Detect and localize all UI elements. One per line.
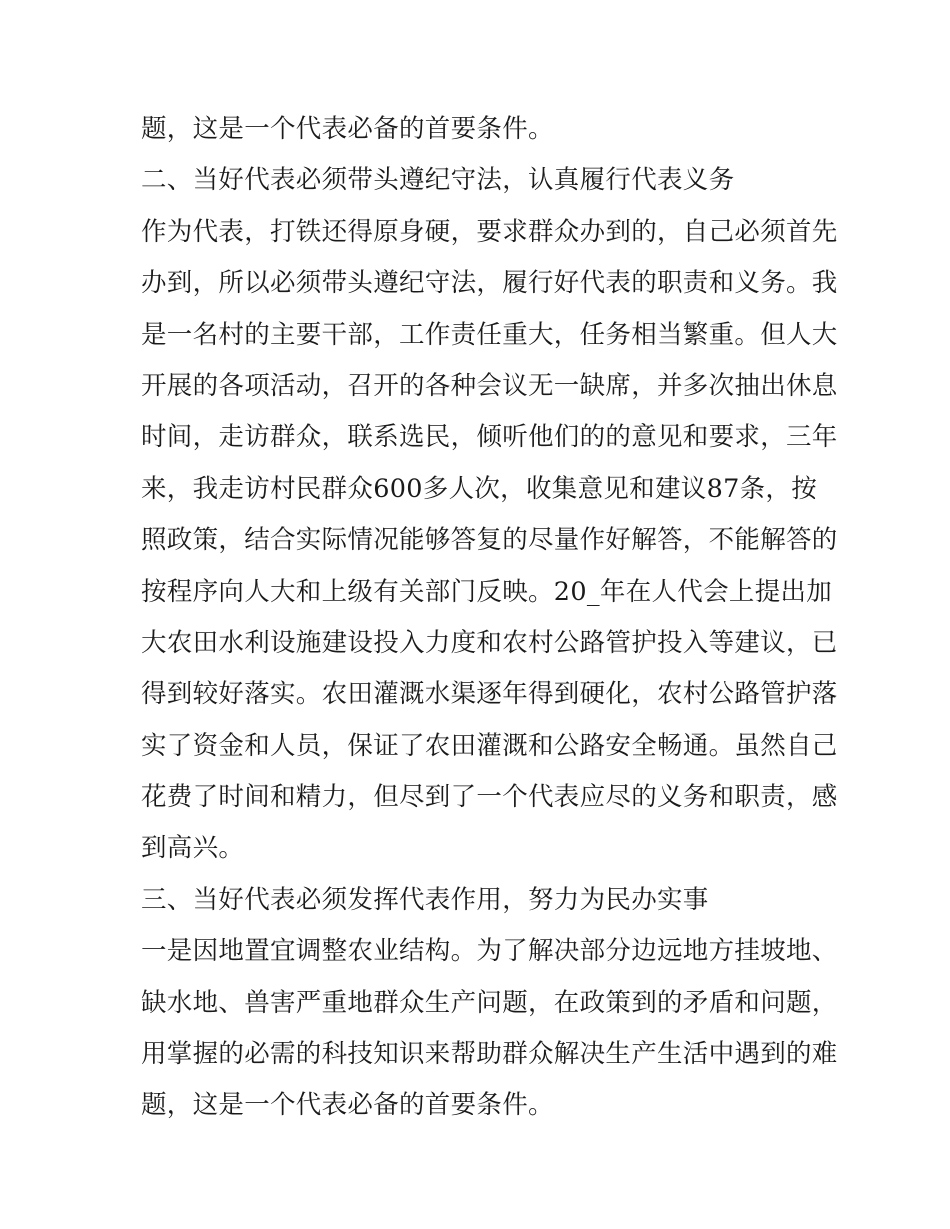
text-line: 照政策，结合实际情况能够答复的尽量作好解答，不能解答的 [141,525,838,556]
text-line: 到高兴。 [141,833,245,864]
text-line: 办到，所以必须带头遵纪守法，履行好代表的职责和义务。我 [141,268,838,299]
text-line: 开展的各项活动，召开的各种会议无一缺席，并多次抽出休息 [141,370,838,401]
text-line: 缺水地、兽害严重地群众生产问题，在政策到的矛盾和问题， [141,987,838,1018]
text-line: 题，这是一个代表必备的首要条件。 [141,1090,554,1121]
text-line: 按程序向人大和上级有关部门反映。20_年在人代会上提出加 [141,576,833,607]
text-line: 是一名村的主要干部，工作责任重大，任务相当繁重。但人大 [141,319,838,350]
section-heading-3: 三、当好代表必须发挥代表作用，努力为民办实事 [141,884,709,915]
text-line: 大农田水利设施建设投入力度和农村公路管护投入等建议，已 [141,627,838,658]
text-line: 一是因地置宜调整农业结构。为了解决部分边远地方挂坡地、 [141,936,838,967]
text-line: 作为代表，打铁还得原身硬，要求群众办到的，自己必须首先 [141,216,838,247]
text-line: 花费了时间和精力，但尽到了一个代表应尽的义务和职责，感 [141,782,838,813]
text-line: 得到较好落实。农田灌溉水渠逐年得到硬化，农村公路管护落 [141,679,838,710]
text-line: 时间，走访群众，联系选民，倾听他们的的意见和要求，三年 [141,422,838,453]
text-line: 用掌握的必需的科技知识来帮助群众解决生产生活中遇到的难 [141,1039,838,1070]
text-line: 来，我走访村民群众600多人次，收集意见和建议87条，按 [141,473,818,504]
section-heading-2: 二、当好代表必须带头遵纪守法，认真履行代表义务 [141,165,735,196]
document-body [141,104,838,1132]
text-line: 题，这是一个代表必备的首要条件。 [141,114,554,144]
text-line: 实了资金和人员，保证了农田灌溉和公路安全畅通。虽然自己 [141,730,838,761]
